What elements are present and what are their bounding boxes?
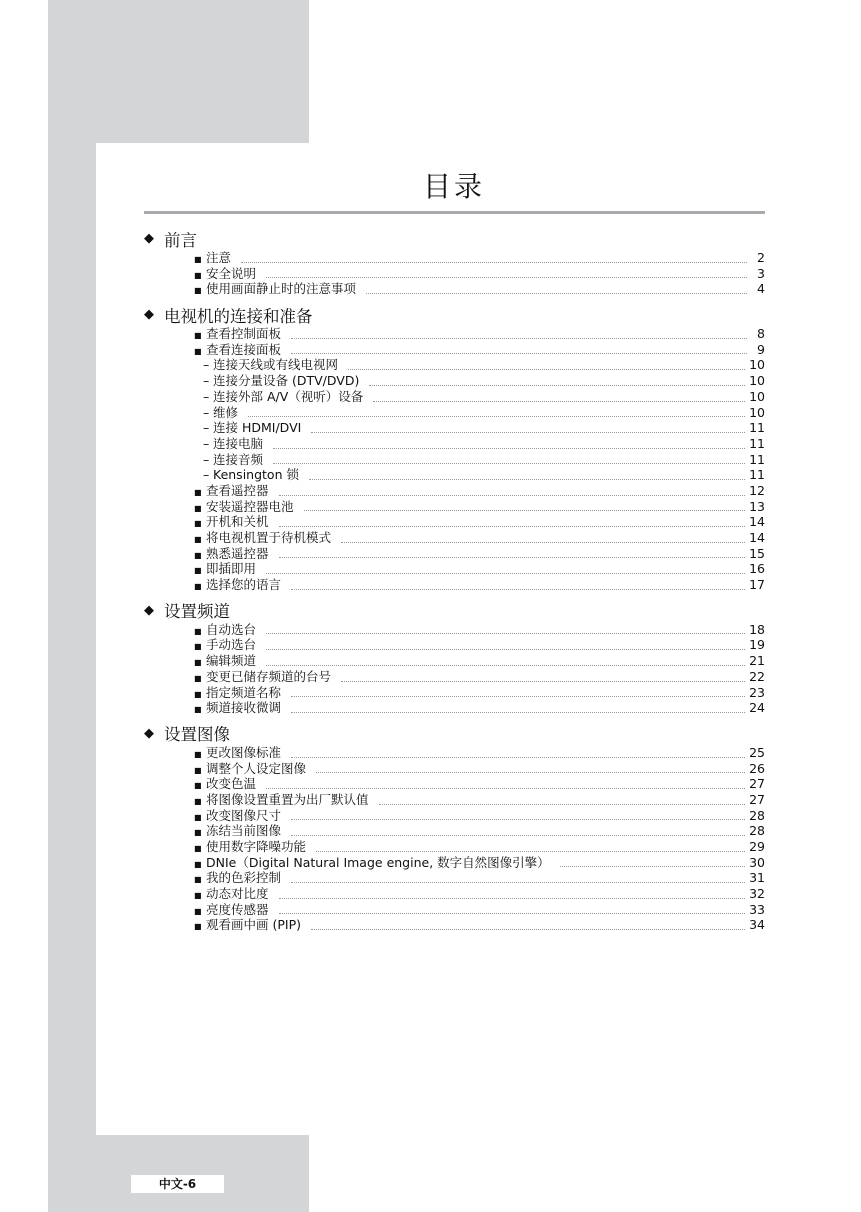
square-bullet-icon: ■ [194, 673, 202, 683]
toc-section [144, 227, 765, 297]
dot-leader [291, 818, 745, 820]
entry-label: 频道接收微调 [206, 700, 282, 716]
square-bullet-icon: ■ [194, 875, 202, 885]
toc-entry[interactable] [144, 373, 765, 389]
square-bullet-icon: ■ [194, 582, 202, 592]
title-divider [144, 211, 765, 214]
entry-label: 将电视机置于待机模式 [206, 530, 332, 545]
dot-leader [291, 711, 745, 713]
square-bullet-icon: ■ [194, 906, 202, 916]
toc-entry[interactable] [144, 405, 765, 421]
toc-entry[interactable] [144, 250, 765, 266]
diamond-bullet-icon: ◆ [144, 602, 154, 618]
dot-leader [248, 415, 745, 417]
toc-entry[interactable] [144, 653, 765, 669]
square-bullet-icon: ■ [194, 705, 202, 715]
dot-leader [348, 368, 745, 370]
entry-page-number: 22 [749, 668, 765, 684]
toc-entry[interactable] [144, 577, 765, 593]
dot-leader [291, 881, 745, 883]
toc-entry[interactable] [144, 342, 765, 358]
toc-entry[interactable] [144, 357, 765, 373]
entry-page-number: 11 [749, 420, 765, 436]
entry-page-number: 14 [749, 514, 765, 530]
toc-section [144, 303, 765, 593]
entry-label: 编辑频道 [206, 653, 257, 669]
dot-leader [241, 261, 747, 263]
square-bullet-icon: ■ [194, 487, 202, 497]
entry-page-number: 29 [749, 839, 765, 854]
toc-entry[interactable] [144, 669, 765, 685]
entry-label: 连接电脑 [213, 435, 264, 451]
dash-marker-icon: – [203, 420, 210, 436]
diamond-bullet-icon: ◆ [144, 307, 154, 323]
square-bullet-icon: ■ [194, 844, 202, 853]
entry-label: 亮度传感器 [206, 901, 269, 917]
dash-marker-icon: – [203, 451, 210, 467]
entry-label: 动态对比度 [206, 886, 269, 902]
gray-band-bottom [48, 1135, 309, 1212]
dot-leader [273, 447, 745, 449]
toc-entry[interactable] [144, 514, 765, 530]
entry-label: 将图像设置重置为出厂默认值 [206, 791, 369, 807]
entry-label: 查看连接面板 [206, 341, 282, 357]
dot-leader [291, 588, 745, 590]
square-bullet-icon: ■ [194, 331, 202, 341]
toc-entry[interactable] [144, 776, 765, 792]
entry-label: 连接分量设备 (DTV/DVD) [213, 373, 360, 389]
entry-page-number: 18 [749, 621, 765, 637]
entry-page-number: 3 [757, 265, 765, 281]
diamond-bullet-icon: ◆ [144, 231, 154, 246]
entry-label: 连接天线或有线电视网 [213, 357, 339, 373]
entry-page-number: 28 [749, 807, 765, 823]
entry-label: 指定频道名称 [206, 684, 282, 700]
toc-entry[interactable] [144, 530, 765, 546]
toc-entry[interactable] [144, 745, 765, 761]
dot-leader [311, 928, 745, 930]
entry-label: 查看遥控器 [206, 482, 269, 498]
entry-page-number: 8 [757, 326, 765, 342]
section-heading [144, 722, 765, 745]
entry-label: 开机和关机 [206, 514, 269, 530]
toc-entry[interactable] [144, 792, 765, 808]
gray-band-left [48, 143, 96, 1135]
dot-leader [266, 572, 745, 574]
entry-label: 注意 [206, 250, 232, 265]
dot-leader [341, 541, 745, 543]
dot-leader [266, 632, 745, 634]
entry-label: 改变色温 [206, 776, 257, 792]
square-bullet-icon: ■ [194, 286, 202, 296]
entry-page-number: 10 [749, 373, 765, 389]
square-bullet-icon: ■ [194, 922, 202, 932]
dot-leader [311, 431, 745, 433]
dot-leader [291, 756, 745, 758]
toc-entry[interactable] [144, 389, 765, 405]
square-bullet-icon: ■ [194, 346, 202, 356]
dot-leader [279, 556, 746, 558]
dot-leader [279, 897, 746, 899]
entry-label: 查看控制面板 [206, 326, 282, 342]
entry-page-number: 17 [749, 577, 765, 593]
dot-leader [316, 771, 745, 773]
entry-page-number: 10 [749, 388, 765, 404]
toc-section [144, 722, 765, 933]
dash-marker-icon: – [203, 435, 210, 451]
toc-entry[interactable] [144, 266, 765, 282]
dot-leader [379, 803, 746, 805]
entry-label: 熟悉遥控器 [206, 545, 269, 561]
entry-label: 使用数字降噪功能 [206, 839, 307, 854]
toc-entry[interactable] [144, 281, 765, 297]
entry-page-number: 26 [749, 760, 765, 776]
square-bullet-icon: ■ [194, 626, 202, 636]
toc-entry[interactable] [144, 870, 765, 886]
entry-page-number: 32 [749, 886, 765, 902]
entry-page-number: 31 [749, 870, 765, 886]
section-heading [144, 303, 765, 326]
square-bullet-icon: ■ [194, 270, 202, 280]
section-heading [144, 599, 765, 622]
square-bullet-icon: ■ [194, 796, 202, 806]
square-bullet-icon: ■ [194, 535, 202, 544]
entry-page-number: 25 [749, 744, 765, 760]
dot-leader [560, 865, 745, 867]
dot-leader [279, 525, 746, 527]
toc-entry[interactable] [144, 685, 765, 701]
section-title: 电视机的连接和准备 [164, 306, 313, 326]
toc-entry[interactable] [144, 855, 765, 871]
page-title: 目录 [422, 170, 485, 203]
toc-entry[interactable] [144, 902, 765, 918]
square-bullet-icon: ■ [194, 781, 202, 791]
dot-leader [266, 648, 745, 650]
entry-label: 改变图像尺寸 [206, 807, 282, 823]
page-number: 中文-6 [131, 1175, 224, 1193]
toc-entry[interactable] [144, 467, 765, 483]
entry-label: 自动选台 [206, 621, 257, 637]
dot-leader [341, 680, 745, 682]
entry-label: 连接外部 A/V（视听）设备 [213, 388, 364, 404]
toc-entry[interactable] [144, 637, 765, 653]
square-bullet-icon: ■ [194, 828, 202, 838]
section-title: 设置频道 [164, 602, 230, 622]
gray-band-top [48, 0, 309, 143]
entry-label: 更改图像标准 [206, 744, 282, 760]
table-of-contents [144, 227, 765, 939]
toc-entry[interactable] [144, 499, 765, 515]
entry-label: 即插即用 [206, 561, 257, 577]
dot-leader [291, 337, 747, 339]
square-bullet-icon: ■ [194, 519, 202, 529]
entry-page-number: 33 [749, 901, 765, 917]
entry-page-number: 34 [749, 917, 765, 933]
entry-label: 连接 HDMI/DVI [213, 420, 302, 436]
toc-entry[interactable] [144, 436, 765, 452]
section-title: 前言 [164, 230, 197, 250]
dash-marker-icon: – [203, 388, 210, 404]
entry-page-number: 10 [749, 404, 765, 420]
dash-marker-icon: – [203, 467, 210, 483]
entry-page-number: 13 [749, 498, 765, 514]
dot-leader [273, 462, 745, 464]
toc-entry[interactable] [144, 326, 765, 342]
entry-page-number: 15 [749, 545, 765, 561]
entry-page-number: 9 [757, 341, 765, 357]
toc-entry[interactable] [144, 823, 765, 839]
square-bullet-icon: ■ [194, 642, 202, 652]
entry-label: 安全说明 [206, 265, 257, 281]
entry-page-number: 4 [757, 281, 765, 297]
entry-page-number: 27 [749, 776, 765, 792]
entry-page-number: 11 [749, 435, 765, 451]
entry-page-number: 16 [749, 561, 765, 577]
square-bullet-icon: ■ [194, 812, 202, 822]
entry-page-number: 19 [749, 637, 765, 653]
square-bullet-icon: ■ [194, 765, 202, 775]
dash-marker-icon: – [203, 404, 210, 420]
entry-page-number: 11 [749, 467, 765, 483]
entry-label: 手动选台 [206, 637, 257, 653]
entry-page-number: 28 [749, 823, 765, 839]
square-bullet-icon: ■ [194, 891, 202, 901]
entry-label: 冻结当前图像 [206, 823, 282, 839]
toc-entry[interactable] [144, 622, 765, 638]
toc-entry[interactable] [144, 700, 765, 716]
square-bullet-icon: ■ [194, 503, 202, 513]
dot-leader [291, 695, 745, 697]
entry-label: 变更已储存频道的台号 [206, 668, 332, 684]
dot-leader [291, 834, 745, 836]
dot-leader [279, 494, 746, 496]
entry-label: 选择您的语言 [206, 577, 282, 593]
entry-page-number: 27 [749, 791, 765, 807]
toc-entry[interactable] [144, 483, 765, 499]
square-bullet-icon: ■ [194, 689, 202, 699]
square-bullet-icon: ■ [194, 749, 202, 759]
square-bullet-icon: ■ [194, 255, 202, 264]
toc-entry[interactable] [144, 917, 765, 933]
dash-marker-icon: – [203, 373, 210, 389]
square-bullet-icon: ■ [194, 859, 202, 869]
dot-leader [266, 276, 747, 278]
entry-label: DNIe（Digital Natural Image engine, 数字自然图像引擎） [206, 854, 550, 870]
square-bullet-icon: ■ [194, 566, 202, 576]
entry-label: 安装遥控器电池 [206, 498, 294, 514]
entry-page-number: 2 [757, 250, 765, 265]
diamond-bullet-icon: ◆ [144, 725, 154, 741]
entry-page-number: 11 [749, 451, 765, 467]
square-bullet-icon: ■ [194, 550, 202, 560]
dot-leader [266, 664, 745, 666]
toc-entry[interactable] [144, 561, 765, 577]
section-title: 设置图像 [164, 725, 230, 745]
entry-page-number: 30 [749, 854, 765, 870]
dot-leader [309, 478, 745, 480]
toc-entry[interactable] [144, 452, 765, 468]
section-heading [144, 227, 765, 250]
entry-page-number: 24 [749, 700, 765, 716]
toc-entry[interactable] [144, 886, 765, 902]
dot-leader [304, 509, 746, 511]
entry-page-number: 14 [749, 530, 765, 545]
dot-leader [266, 787, 745, 789]
entry-page-number: 10 [749, 357, 765, 373]
toc-entry[interactable] [144, 839, 765, 855]
square-bullet-icon: ■ [194, 658, 202, 668]
entry-label: 调整个人设定图像 [206, 760, 307, 776]
entry-label: 使用画面静止时的注意事项 [206, 281, 357, 297]
entry-label: 我的色彩控制 [206, 870, 282, 886]
dot-leader [279, 912, 746, 914]
dot-leader [316, 850, 745, 852]
entry-label: 维修 [213, 404, 239, 420]
entry-label: 观看画中画 (PIP) [206, 917, 301, 933]
toc-entry[interactable] [144, 420, 765, 436]
dash-marker-icon: – [203, 357, 210, 373]
toc-entry[interactable] [144, 808, 765, 824]
dot-leader [369, 384, 745, 386]
dot-leader [373, 400, 745, 402]
toc-entry[interactable] [144, 761, 765, 777]
entry-page-number: 23 [749, 684, 765, 700]
dot-leader [291, 352, 747, 354]
toc-entry[interactable] [144, 546, 765, 562]
entry-page-number: 21 [749, 653, 765, 669]
entry-label: Kensington 锁 [213, 467, 299, 483]
entry-page-number: 12 [749, 482, 765, 498]
entry-label: 连接音频 [213, 451, 264, 467]
toc-section [144, 599, 765, 716]
dot-leader [366, 292, 747, 294]
